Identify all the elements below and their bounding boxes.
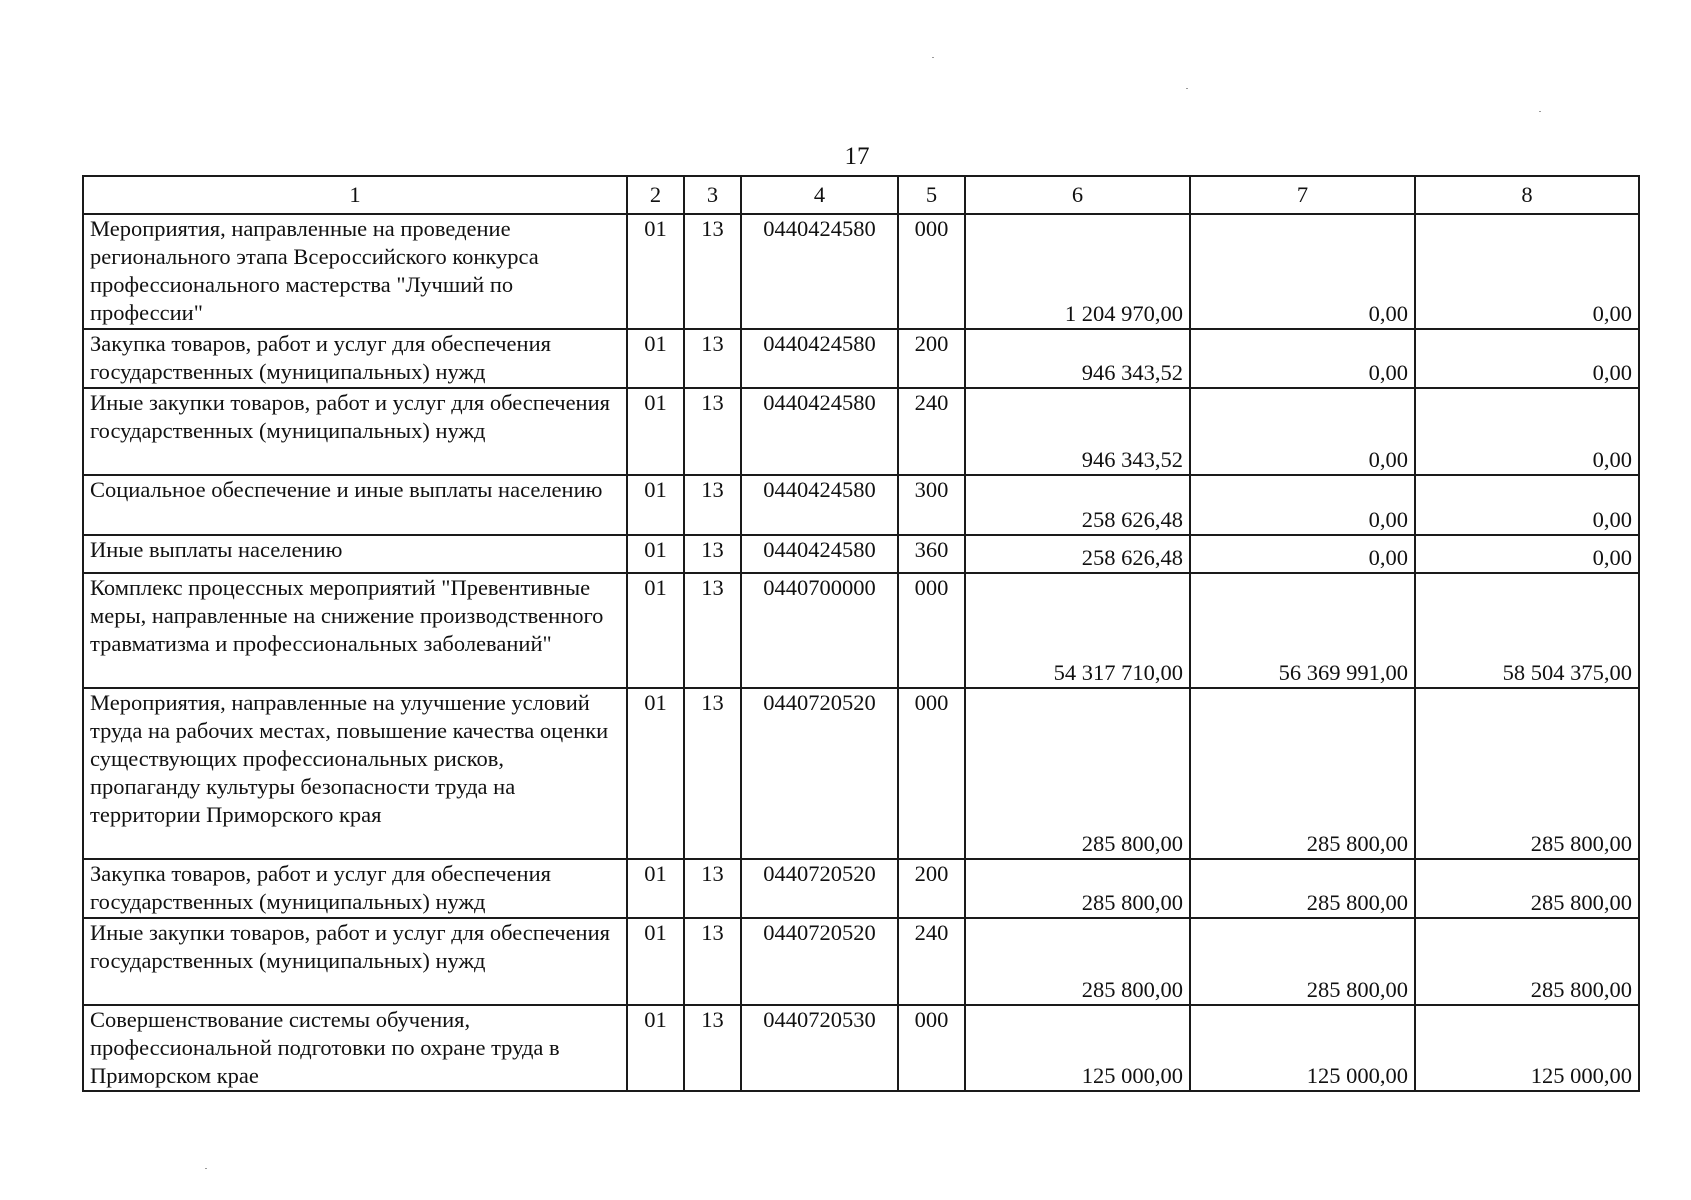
- table-row: [83, 214, 1639, 329]
- amount-col-6: 946 343,52: [965, 388, 1190, 475]
- amount-col-8: 285 800,00: [1415, 688, 1639, 859]
- section-code: 01: [627, 688, 684, 859]
- amount-col-8: 285 800,00: [1415, 918, 1639, 1005]
- table-row: [83, 859, 1639, 918]
- amount-col-7: 285 800,00: [1190, 918, 1415, 1005]
- header-col-8: 8: [1415, 176, 1639, 214]
- subsection-code: 13: [684, 535, 741, 573]
- table-row: [83, 918, 1639, 1005]
- amount-col-8: 0,00: [1415, 214, 1639, 329]
- scan-speck: [932, 57, 934, 58]
- header-col-2: 2: [627, 176, 684, 214]
- amount-col-8: 0,00: [1415, 535, 1639, 573]
- amount-col-7: 0,00: [1190, 214, 1415, 329]
- amount-col-7: 0,00: [1190, 475, 1415, 535]
- row-name: Мероприятия, направленные на улучшение условий труда на рабочих местах, повышение качества оценки существующих профессиональных рисков, пропаганду культуры безопасности труда на территории Приморского края: [83, 688, 627, 859]
- target-article-code: 0440424580: [741, 214, 898, 329]
- expense-type-code: 000: [898, 688, 965, 859]
- section-code: 01: [627, 859, 684, 918]
- amount-col-6: 946 343,52: [965, 329, 1190, 388]
- expense-type-code: 240: [898, 918, 965, 1005]
- amount-col-8: 285 800,00: [1415, 859, 1639, 918]
- row-name: Иные закупки товаров, работ и услуг для обеспечения государственных (муниципальных) нужд: [83, 918, 627, 1005]
- amount-col-6: 258 626,48: [965, 475, 1190, 535]
- amount-col-6: 54 317 710,00: [965, 573, 1190, 688]
- target-article-code: 0440424580: [741, 475, 898, 535]
- section-code: 01: [627, 573, 684, 688]
- expense-type-code: 360: [898, 535, 965, 573]
- subsection-code: 13: [684, 859, 741, 918]
- amount-col-6: 258 626,48: [965, 535, 1190, 573]
- amount-col-6: 285 800,00: [965, 859, 1190, 918]
- subsection-code: 13: [684, 918, 741, 1005]
- target-article-code: 0440424580: [741, 388, 898, 475]
- amount-col-8: 58 504 375,00: [1415, 573, 1639, 688]
- amount-col-6: 125 000,00: [965, 1005, 1190, 1091]
- header-col-7: 7: [1190, 176, 1415, 214]
- header-col-1: 1: [83, 176, 627, 214]
- subsection-code: 13: [684, 573, 741, 688]
- row-name: Мероприятия, направленные на проведение регионального этапа Всероссийского конкурса профессионального мастерства "Лучший по профессии": [83, 214, 627, 329]
- subsection-code: 13: [684, 688, 741, 859]
- row-name: Закупка товаров, работ и услуг для обеспечения государственных (муниципальных) нужд: [83, 329, 627, 388]
- amount-col-8: 125 000,00: [1415, 1005, 1639, 1091]
- header-col-6: 6: [965, 176, 1190, 214]
- amount-col-7: 0,00: [1190, 388, 1415, 475]
- subsection-code: 13: [684, 329, 741, 388]
- table-row: [83, 688, 1639, 859]
- amount-col-7: 56 369 991,00: [1190, 573, 1415, 688]
- expense-type-code: 000: [898, 1005, 965, 1091]
- header-col-5: 5: [898, 176, 965, 214]
- row-name: Иные выплаты населению: [83, 535, 627, 573]
- section-code: 01: [627, 329, 684, 388]
- expense-type-code: 300: [898, 475, 965, 535]
- row-name: Совершенствование системы обучения, профессиональной подготовки по охране труда в Приморском крае: [83, 1005, 627, 1091]
- target-article-code: 0440424580: [741, 329, 898, 388]
- amount-col-7: 285 800,00: [1190, 859, 1415, 918]
- section-code: 01: [627, 388, 684, 475]
- amount-col-8: 0,00: [1415, 388, 1639, 475]
- target-article-code: 0440720520: [741, 688, 898, 859]
- header-col-3: 3: [684, 176, 741, 214]
- expense-type-code: 200: [898, 859, 965, 918]
- section-code: 01: [627, 918, 684, 1005]
- amount-col-8: 0,00: [1415, 329, 1639, 388]
- table-row: [83, 535, 1639, 573]
- table-row: [83, 1005, 1639, 1091]
- target-article-code: 0440700000: [741, 573, 898, 688]
- section-code: 01: [627, 214, 684, 329]
- amount-col-6: 285 800,00: [965, 688, 1190, 859]
- scan-speck: [205, 1168, 207, 1169]
- subsection-code: 13: [684, 475, 741, 535]
- amount-col-6: 285 800,00: [965, 918, 1190, 1005]
- expense-type-code: 000: [898, 214, 965, 329]
- amount-col-7: 285 800,00: [1190, 688, 1415, 859]
- amount-col-8: 0,00: [1415, 475, 1639, 535]
- target-article-code: 0440424580: [741, 535, 898, 573]
- target-article-code: 0440720530: [741, 1005, 898, 1091]
- row-name: Комплекс процессных мероприятий "Превентивные меры, направленные на снижение производственного травматизма и профессиональных заболеваний": [83, 573, 627, 688]
- page-number: 17: [844, 143, 870, 170]
- amount-col-7: 125 000,00: [1190, 1005, 1415, 1091]
- table-header-row: [83, 176, 1639, 214]
- section-code: 01: [627, 535, 684, 573]
- expense-type-code: 000: [898, 573, 965, 688]
- target-article-code: 0440720520: [741, 918, 898, 1005]
- budget-table: [82, 175, 1640, 1092]
- row-name: Закупка товаров, работ и услуг для обеспечения государственных (муниципальных) нужд: [83, 859, 627, 918]
- amount-col-7: 0,00: [1190, 535, 1415, 573]
- subsection-code: 13: [684, 388, 741, 475]
- expense-type-code: 200: [898, 329, 965, 388]
- scan-speck: [1539, 111, 1541, 112]
- section-code: 01: [627, 475, 684, 535]
- section-code: 01: [627, 1005, 684, 1091]
- target-article-code: 0440720520: [741, 859, 898, 918]
- row-name: Иные закупки товаров, работ и услуг для обеспечения государственных (муниципальных) нужд: [83, 388, 627, 475]
- subsection-code: 13: [684, 1005, 741, 1091]
- table-row: [83, 329, 1639, 388]
- table-row: [83, 573, 1639, 688]
- row-name: Социальное обеспечение и иные выплаты населению: [83, 475, 627, 535]
- expense-type-code: 240: [898, 388, 965, 475]
- table-row: [83, 475, 1639, 535]
- amount-col-6: 1 204 970,00: [965, 214, 1190, 329]
- amount-col-7: 0,00: [1190, 329, 1415, 388]
- table-row: [83, 388, 1639, 475]
- subsection-code: 13: [684, 214, 741, 329]
- header-col-4: 4: [741, 176, 898, 214]
- scan-speck: [1186, 88, 1188, 89]
